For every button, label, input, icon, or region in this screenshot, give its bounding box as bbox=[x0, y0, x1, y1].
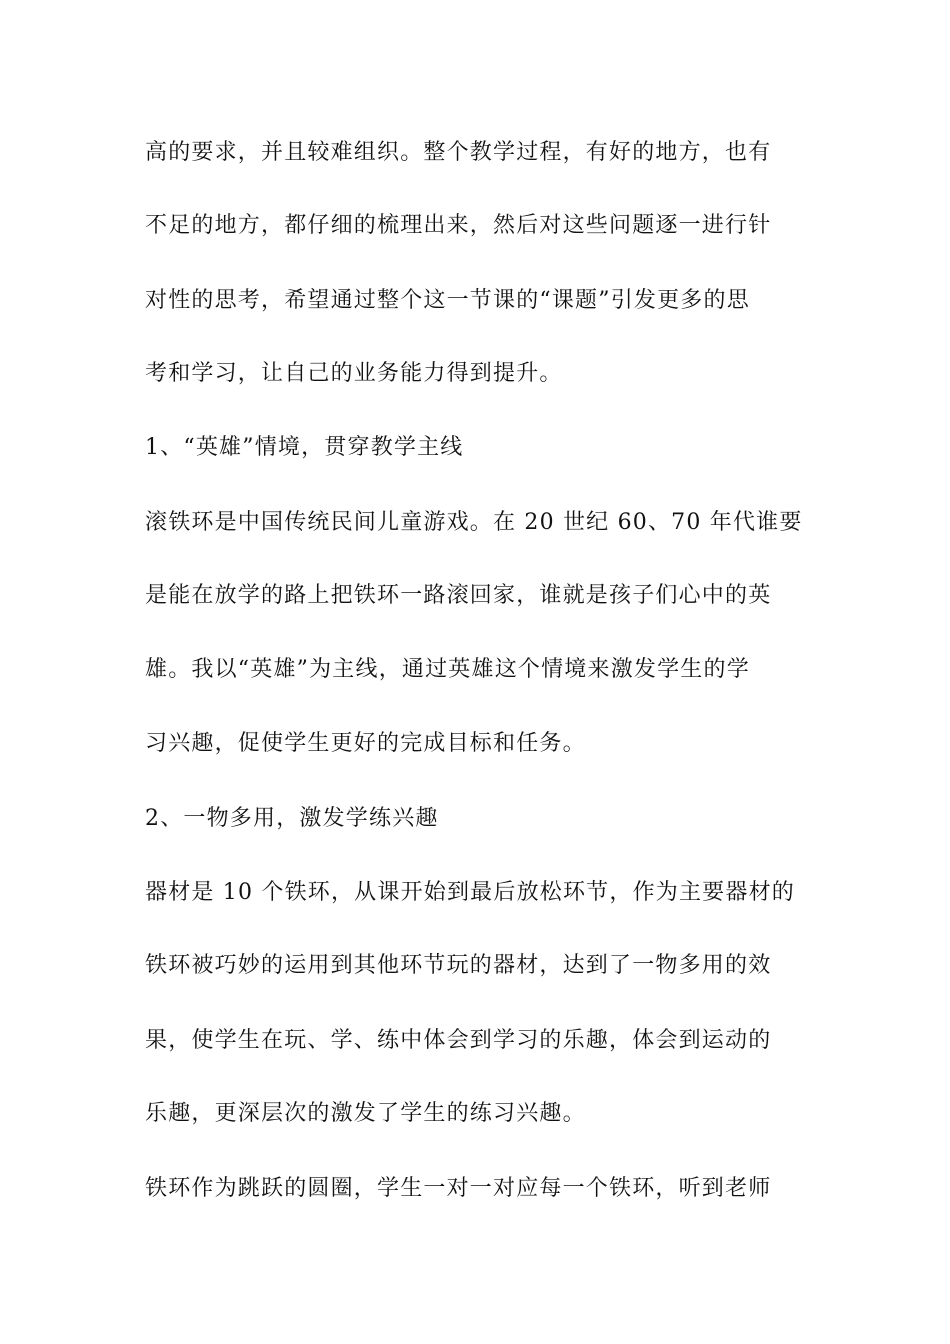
paragraph-line: 乐趣，更深层次的激发了学生的练习兴趣。 bbox=[145, 1101, 586, 1126]
paragraph-line: 高的要求，并且较难组织。整个教学过程，有好的地方，也有 bbox=[145, 140, 772, 165]
paragraph-line: 习兴趣，促使学生更好的完成目标和任务。 bbox=[145, 731, 586, 756]
section-heading: 1、“英雄”情境，贯穿教学主线 bbox=[145, 435, 464, 460]
paragraph-line: 滚铁环是中国传统民间儿童游戏。在 20 世纪 60、70 年代谁要 bbox=[145, 510, 803, 535]
paragraph-line: 对性的思考，希望通过整个这一节课的“课题”引发更多的思 bbox=[145, 288, 750, 313]
paragraph-line: 不足的地方，都仔细的梳理出来，然后对这些问题逐一进行针 bbox=[145, 213, 772, 238]
paragraph-line: 铁环作为跳跃的圆圈，学生一对一对应每一个铁环，听到老师 bbox=[145, 1176, 772, 1201]
paragraph-line: 是能在放学的路上把铁环一路滚回家，谁就是孩子们心中的英 bbox=[145, 583, 772, 608]
paragraph-line: 器材是 10 个铁环，从课开始到最后放松环节，作为主要器材的 bbox=[145, 880, 795, 905]
paragraph-line: 果，使学生在玩、学、练中体会到学习的乐趣，体会到运动的 bbox=[145, 1028, 772, 1053]
section-heading: 2、一物多用，激发学练兴趣 bbox=[145, 806, 439, 831]
paragraph-line: 铁环被巧妙的运用到其他环节玩的器材，达到了一物多用的效 bbox=[145, 953, 772, 978]
paragraph-line: 考和学习，让自己的业务能力得到提升。 bbox=[145, 361, 563, 386]
paragraph-line: 雄。我以“英雄”为主线，通过英雄这个情境来激发学生的学 bbox=[145, 657, 750, 682]
